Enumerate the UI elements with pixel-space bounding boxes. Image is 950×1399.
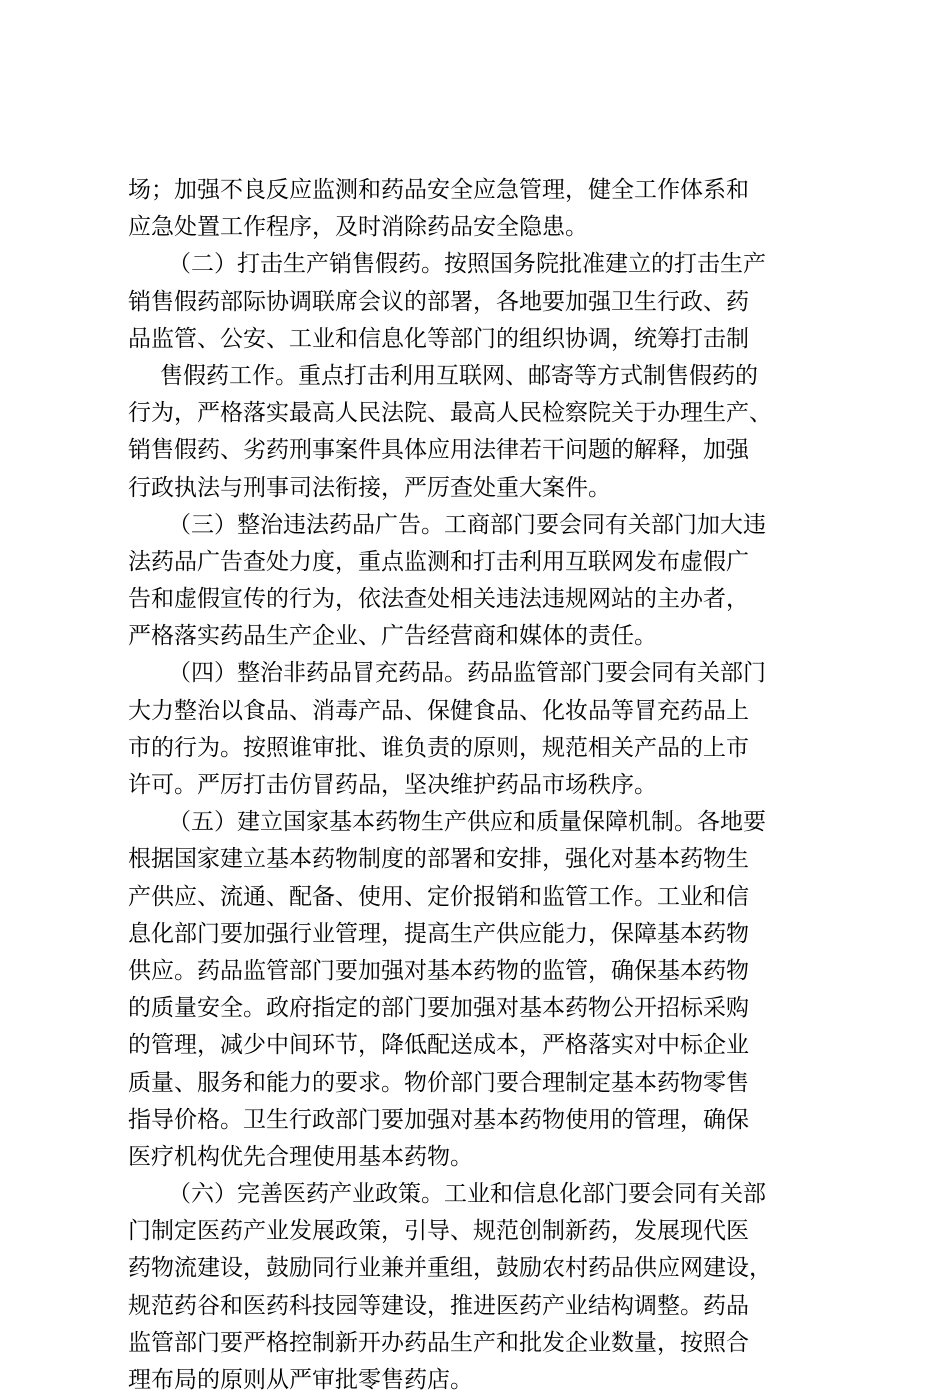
- text-line: 销售假药部际协调联席会议的部署，各地要加强卫生行政、药: [128, 288, 749, 315]
- section-heading-line: （五）建立国家基本药物生产供应和质量保障机制。各地要: [168, 809, 766, 836]
- text-line: 许可。严厉打击仿冒药品，坚决维护药品市场秩序。: [128, 772, 657, 798]
- text-line: 行为，严格落实最高人民法院、最高人民检察院关于办理生产、: [128, 400, 772, 427]
- text-line: 药物流建设，鼓励同行业兼并重组，鼓励农村药品供应网建设，: [128, 1255, 772, 1282]
- text-line: 门制定医药产业发展政策，引导、规范创制新药，发展现代医: [128, 1218, 749, 1245]
- text-line: 质量、服务和能力的要求。物价部门要合理制定基本药物零售: [128, 1069, 749, 1096]
- section-heading-line: （二）打击生产销售假药。按照国务院批准建立的打击生产: [168, 251, 766, 278]
- text-line: 告和虚假宣传的行为，依法查处相关违法违规网站的主办者，: [128, 586, 749, 613]
- text-line: 规范药谷和医药科技园等建设，推进医药产业结构调整。药品: [128, 1292, 749, 1319]
- text-line: 品监管、公安、工业和信息化等部门的组织协调，统筹打击制: [128, 325, 749, 352]
- text-line: 产供应、流通、配备、使用、定价报销和监管工作。工业和信: [128, 883, 749, 910]
- document-body: [128, 172, 848, 1399]
- text-line: 应急处置工作程序，及时消除药品安全隐患。: [128, 214, 588, 241]
- text-line: 理布局的原则从严审批零售药店。: [128, 1367, 473, 1393]
- section-heading-line: （六）完善医药产业政策。工业和信息化部门要会同有关部: [168, 1181, 766, 1208]
- text-line: 供应。药品监管部门要加强对基本药物的监管，确保基本药物: [128, 957, 749, 984]
- text-line: 的质量安全。政府指定的部门要加强对基本药物公开招标采购: [128, 995, 749, 1022]
- text-line: 的管理，减少中间环节，降低配送成本，严格落实对中标企业: [128, 1032, 749, 1059]
- text-line: 售假药工作。重点打击利用互联网、邮寄等方式制售假药的: [160, 362, 758, 389]
- text-line: 医疗机构优先合理使用基本药物。: [128, 1143, 473, 1170]
- text-line: 根据国家建立基本药物制度的部署和安排，强化对基本药物生: [128, 846, 749, 873]
- section-heading-line: （四）整治非药品冒充药品。药品监管部门要会同有关部门: [168, 660, 766, 687]
- section-heading-line: （三）整治违法药品广告。工商部门要会同有关部门加大违: [168, 511, 766, 538]
- text-line: 法药品广告查处力度，重点监测和打击利用互联网发布虚假广: [128, 548, 749, 575]
- text-line: 行政执法与刑事司法衔接，严厉查处重大案件。: [128, 474, 611, 501]
- text-line: 大力整治以食品、消毒产品、保健食品、化妆品等冒充药品上: [128, 697, 749, 724]
- text-line: 市的行为。按照谁审批、谁负责的原则，规范相关产品的上市: [128, 734, 749, 761]
- text-line: 场；加强不良反应监测和药品安全应急管理，健全工作体系和: [128, 177, 749, 203]
- text-line: 严格落实药品生产企业、广告经营商和媒体的责任。: [128, 623, 657, 650]
- text-line: 息化部门要加强行业管理，提高生产供应能力，保障基本药物: [128, 920, 749, 947]
- text-line: 监管部门要严格控制新开办药品生产和批发企业数量，按照合: [128, 1329, 749, 1356]
- text-line: 销售假药、劣药刑事案件具体应用法律若干问题的解释，加强: [128, 437, 749, 464]
- text-line: 指导价格。卫生行政部门要加强对基本药物使用的管理，确保: [128, 1106, 749, 1133]
